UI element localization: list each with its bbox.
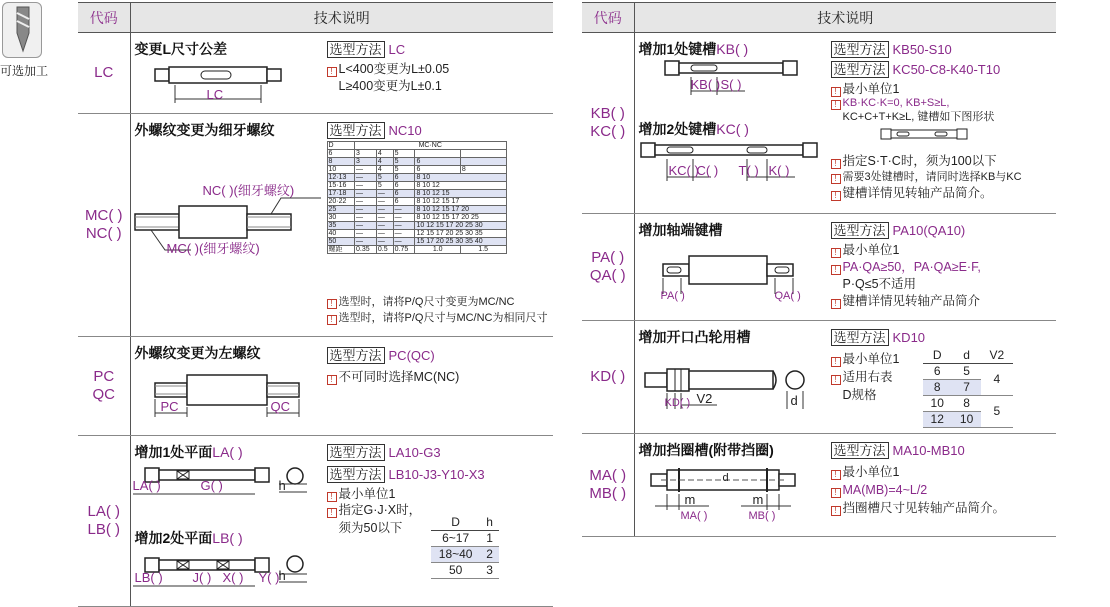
dim-x: X( ): [222, 570, 244, 585]
dim-ma: MA( ): [680, 510, 708, 522]
shaft-diagram-pc-qc: [131, 337, 331, 435]
row-code-mc-nc: MC( ) NC( ): [78, 114, 130, 337]
title-ma-mb: 增加挡圈槽(附带挡圈): [638, 442, 774, 458]
note-kb-3: KC+C+T+K≥L, 键槽如下图形状: [842, 111, 995, 123]
method-la: 选型方法 LA10-G3: [327, 442, 441, 461]
method-kb: 选型方法 KB50-S10: [831, 39, 952, 58]
note-kd-2: ! 适用右表: [831, 369, 893, 385]
note-kb-1: ! 最小单位1: [831, 81, 900, 97]
right-spec-table: [582, 2, 1056, 537]
title-pc-qc: 外螺纹变更为左螺纹: [134, 345, 261, 361]
note-la-1: ! 最小单位1: [327, 486, 396, 502]
dim-h-1: h: [278, 478, 286, 493]
note-kd-1: ! 最小单位1: [831, 351, 900, 367]
dim-lc: LC: [206, 87, 224, 102]
mini-table-la: D h 6~17 1 18~40 2 50 3: [431, 514, 499, 579]
dim-qa: QA( ): [774, 290, 801, 302]
dim-d-ma: d: [722, 472, 729, 484]
header-code: 代码: [78, 3, 130, 33]
dim-kc: KC( ): [668, 163, 699, 178]
dim-qc: QC: [270, 399, 290, 414]
method-mc-nc: 选型方法 NC10: [327, 120, 422, 139]
shaft-diagram-kd: [635, 321, 835, 433]
note-kb-4: ! 指定S·T·C时，须为100以下: [831, 153, 997, 169]
note-kb-2: ! KB·KC·K=0, KB+S≥L,: [831, 95, 950, 111]
note-mc-nc-2: ! 选型时，请将P/Q尺寸与MC/NC为相同尺寸: [327, 310, 548, 326]
note-lc-2: L≥400变更为L±0.1: [338, 79, 442, 93]
row-code-la-lb: LA( ) LB( ): [78, 436, 130, 607]
title-lc: 变更L尺寸公差: [134, 41, 228, 57]
method-pc-qc: 选型方法 PC(QC): [327, 345, 435, 364]
note-pa-3: P·Q≤5不适用: [842, 277, 917, 291]
row-code-kd: KD( ): [582, 321, 634, 434]
dim-d: d: [790, 393, 798, 408]
note-lc-1: ! L<400变更为L±0.05: [327, 61, 450, 77]
title-la: 增加1处平面LA( ): [134, 444, 243, 460]
title-kc: 增加2处键槽KC( ): [638, 121, 749, 137]
title-kb: 增加1处键槽KB( ): [638, 41, 749, 57]
shaft-diagram-lc: [131, 33, 331, 113]
note-pa-1: ! 最小单位1: [831, 242, 900, 258]
shaft-diagram-mc-nc: [131, 114, 331, 336]
nc-table: D MC·NC 6 3 4 5 8 3 4 5 6 10 — 4 5 6 8 12·13 — 5 6 8 10 15·16 — 5 6 8 10 12 17·18 — — 6 8 10 12 15 20·22 — — 6 8 10 12 15 17 25 — — — 8 10 12 15 17 20 30 — — — 8 10 12 15 17 20 25 35 — — — 10 12 15 17 20 25 30 40 — — — 12 15 17 20 25 30 35 50 — — — 15 17 20 25 30 35 40 螺距 0.35 0.5 0.75 1.0 1.5: [327, 141, 507, 254]
row-code-ma-mb: MA( ) MB( ): [582, 434, 634, 537]
mini-table-kd: D d V2 6 5 4 8 7 10 8 5 12 10: [923, 347, 1013, 428]
dim-g: G( ): [200, 478, 223, 493]
dim-c: C( ): [696, 163, 719, 178]
method-pa-qa: 选型方法 PA10(QA10): [831, 220, 966, 239]
left-spec-table: [78, 2, 553, 607]
dim-m-1: m: [684, 492, 696, 507]
dim-j: J( ): [192, 570, 212, 585]
dim-pc: PC: [160, 399, 179, 414]
optional-processing-label: 可选加工: [0, 64, 49, 78]
dim-h-2: h: [278, 568, 286, 583]
dim-kd: KD( ): [664, 397, 691, 409]
dim-y: Y( ): [258, 570, 280, 585]
note-kb-5: ! 需要3处键槽时，请同时选择KB与KC: [831, 169, 1022, 185]
label-nc: NC( )(细牙螺纹): [202, 183, 295, 198]
title-kd: 增加开口凸轮用槽: [638, 329, 751, 345]
row-code-lc: LC: [78, 33, 130, 114]
method-kd: 选型方法 KD10: [831, 327, 926, 346]
row-code-pc-qc: PC QC: [78, 337, 130, 436]
header-desc-right: 技术说明: [634, 3, 1056, 33]
shaft-diagram-ma-mb: [635, 434, 835, 536]
shaft-diagram-pa-qa: [635, 214, 835, 320]
dim-s: S( ): [720, 77, 742, 92]
row-code-kb-kc: KB( ) KC( ): [582, 33, 634, 214]
title-lb: 增加2处平面LB( ): [134, 530, 243, 546]
dim-la: LA( ): [132, 478, 161, 493]
method-lc: 选型方法 LC: [327, 39, 406, 58]
dim-kb: KB( ): [690, 77, 721, 92]
note-pa-4: ! 键槽详情见转轴产品简介: [831, 293, 981, 309]
title-pa-qa: 增加轴端键槽: [638, 222, 723, 238]
dim-t: T( ): [738, 163, 759, 178]
title-mc-nc: 外螺纹变更为细牙螺纹: [134, 122, 275, 138]
note-la-2: ! 指定G·J·X时，: [327, 502, 422, 518]
note-kd-3: D规格: [842, 388, 877, 402]
note-ma-2: ! MA(MB)=4~L/2: [831, 482, 928, 498]
note-la-3: 须为50以下: [338, 521, 403, 535]
tool-icon: [2, 2, 42, 58]
note-kb-6: ! 键槽详情见转轴产品简介。: [831, 185, 993, 201]
dim-k: K( ): [768, 163, 790, 178]
header-code-right: 代码: [582, 3, 634, 33]
note-pa-2: ! PA·QA≥50，PA·QA≥E·F,: [831, 259, 981, 275]
method-lb: 选型方法 LB10-J3-Y10-X3: [327, 464, 485, 483]
header-desc: 技术说明: [130, 3, 553, 33]
dim-m-2: m: [752, 492, 764, 507]
method-ma-mb: 选型方法 MA10-MB10: [831, 440, 965, 459]
dim-pa: PA( ): [660, 290, 685, 302]
note-ma-1: ! 最小单位1: [831, 464, 900, 480]
note-ma-3: ! 挡圈槽尺寸见转轴产品简介。: [831, 500, 1006, 516]
dim-v2: V2: [696, 391, 713, 406]
drill-bit-icon: [3, 3, 43, 59]
label-mc: MC( )(细牙螺纹): [166, 241, 260, 256]
dim-lb: LB( ): [134, 570, 163, 585]
note-pc-qc-1: ! 不可同时选择MC(NC): [327, 369, 460, 385]
method-kc: 选型方法 KC50-C8-K40-T10: [831, 59, 1001, 78]
row-code-pa-qa: PA( ) QA( ): [582, 214, 634, 321]
note-mc-nc-1: ! 选型时，请将P/Q尺寸变更为MC/NC: [327, 294, 515, 310]
dim-mb: MB( ): [748, 510, 776, 522]
